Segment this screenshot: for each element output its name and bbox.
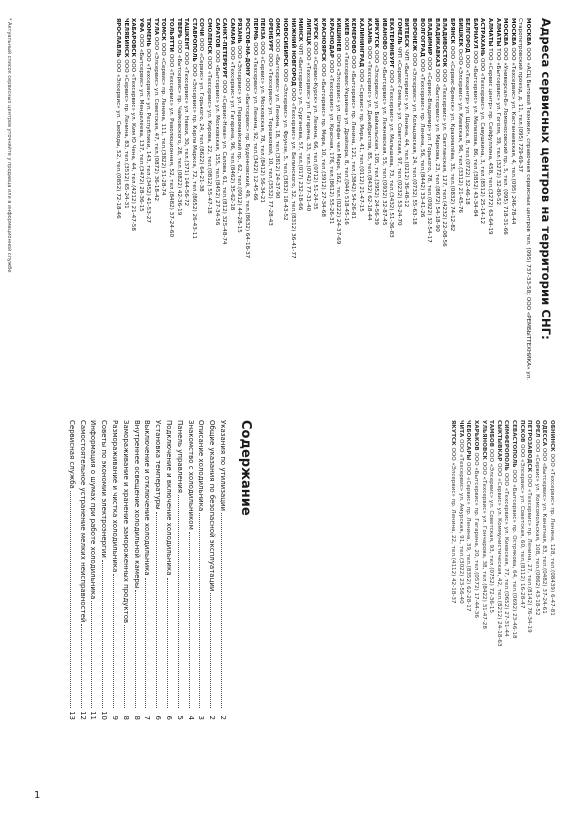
service-center-details: ООО «Элсервис» ул. Байкальская, 105, тел.(3952) 24-56-39 — [373, 48, 380, 225]
service-center-city: СЫКТЫВКАР — [495, 420, 502, 462]
toc-row[interactable] — [174, 420, 185, 720]
service-center-details: ООО «Техсервис» ул. Кастанаевская, 4, тел.(095) 246-78-44 — [509, 45, 516, 225]
toc-row[interactable] — [142, 420, 153, 720]
service-center-entry — [242, 18, 250, 398]
service-center-city: ПЕНЗА — [259, 18, 266, 40]
service-center-city: ЧЕБОКСАРЫ — [465, 420, 472, 461]
toc-page-number: 10 — [100, 711, 109, 720]
service-center-entry — [547, 420, 555, 808]
service-center-city: КИШИНЕВ — [335, 18, 342, 52]
service-center-entry — [189, 18, 197, 398]
service-center-entry — [204, 18, 212, 398]
service-center-city: БАРНАУЛ — [471, 18, 478, 49]
service-center-details: ООО «Бытсервис» пр. Острякова, 64, тел.(0692) 23-46-18 — [511, 467, 518, 639]
service-center-entry — [265, 18, 273, 398]
service-center-entry — [494, 420, 502, 808]
service-center-city: ХАБАРОВСК — [130, 18, 137, 58]
service-center-entry — [273, 18, 281, 398]
service-center-details: ООО «Техсервис» ул. Ким Ю Чена, 44, тел.(4212) 21-47-58 — [130, 57, 137, 231]
toc-label: Описание холодильника — [197, 420, 206, 512]
service-center-entry — [432, 18, 440, 398]
service-center-entry — [449, 420, 457, 808]
service-center-city: ОБНИНСК — [549, 420, 555, 452]
service-center-entry — [464, 420, 472, 808]
service-center-details: ТОО «Бытсервис» ул. Гоголя, 39, тел.(3272) 32-80-52 — [494, 46, 501, 206]
toc-page-number: 7 — [143, 715, 152, 720]
service-center-details: ООО «Техсервис» ул. Гончарова, 38, тел.(8422) 31-47-28 — [480, 459, 487, 629]
service-center-entry — [471, 420, 479, 808]
service-center-entry — [379, 18, 387, 398]
service-center-entry — [136, 18, 144, 398]
toc-page-number: 13 — [67, 711, 76, 720]
toc-leader-dots — [135, 590, 136, 708]
service-center-city: ЧЕЛЯБИНСК — [122, 18, 129, 58]
service-center-entry — [487, 420, 495, 808]
service-center-entry — [227, 18, 235, 398]
service-center-entry — [318, 18, 326, 398]
service-center-entry — [121, 18, 129, 398]
toc-label: Подключение и включение холодильника — [165, 420, 174, 576]
toc-page-number: 8 — [132, 715, 141, 720]
service-center-details: ООО «Техсервис» ул. Терешковой, 10, тел.(3532) 77-28-43 — [266, 51, 273, 226]
service-center-details: ООО «Техсервис» ул. Киевская, 77, тел.(0652) 27-31-44 — [503, 470, 510, 637]
service-center-details: ООО «Бытсервис» пр. Мира, 10, тел.(3912) 27-34-68 — [319, 61, 326, 217]
service-center-details: ООО «Сервис» пр. Ленина, 39, тел.(8352) 62-28-17 — [465, 460, 472, 612]
service-center-details: ООО «Элсервис» ул. Свободы, 52, тел.(0852) 72-18-46 — [114, 57, 121, 219]
toc-page-number: 6 — [165, 715, 174, 720]
service-center-entry — [417, 18, 425, 398]
service-center-entry — [311, 18, 319, 398]
service-center-details: ООО «Сервис» ул. Московская, 78, тел.(8412) 56-34-21 — [259, 39, 266, 203]
service-center-entry — [113, 18, 121, 398]
service-center-city: МОСКВА — [502, 18, 509, 46]
service-center-city: КУРСК — [312, 18, 319, 40]
toc-row[interactable] — [196, 420, 207, 720]
service-center-city: ВОЛГОГРАД — [418, 18, 425, 57]
service-center-city: СОЧИ — [198, 18, 205, 37]
service-center-details: ООО «Элсервис» пр. Ленина, 22, тел.(4112) 42-18-37 — [450, 445, 457, 604]
service-center-details: ООО «Техсервис» ул. Амурская, 91, тел.(3022) 23-56-40 — [457, 437, 464, 604]
service-center-details: ООО «Сервис» ул. Горького, 24, тел.(8622) 64-21-38 — [198, 36, 205, 192]
service-center-entry — [508, 18, 516, 398]
service-center-entry — [167, 18, 175, 398]
toc-row[interactable] — [163, 420, 174, 720]
service-center-details: ООО «Техсервис» пр. Ленина, 27, тел.(8142) 76-34-19 — [526, 472, 533, 633]
service-center-details: ООО «Техцентр» ул. Щорса, 8, тел.(0722) 32-46-18 — [464, 52, 471, 205]
service-center-details: ООО «Бытсервис» пр. Чайковского, 28, тел.(0822) 42-36-19 — [175, 38, 182, 216]
service-center-details: ООО «Бытсервис» ул. Ленина, 18, тел.(3812) 24-37-90 — [274, 37, 281, 199]
toc-page-number: 6 — [154, 715, 163, 720]
service-center-details: ООО «Элсервис» ул. Штефан чел Маре, 162, тел.(0222) 24-37-69 — [335, 51, 342, 245]
service-center-details: ООО «Техсервис» ул. Навои, 30, тел.(371) 144-56-72 — [183, 49, 190, 207]
service-center-city: ТУЛА — [152, 18, 159, 36]
toc-label: Общие указания по безопасной эксплуатации — [208, 420, 217, 592]
toc-row[interactable] — [152, 420, 163, 720]
service-centers-list-continued — [449, 420, 555, 808]
toc-leader-dots — [167, 578, 168, 709]
service-center-city: АЛМАТЫ — [487, 18, 494, 47]
service-center-entry — [456, 420, 464, 808]
service-center-details: ООО «Сервис-Владимир» ул. Горького, 78, тел.(0922) 32-54-17 — [426, 55, 433, 243]
service-center-entry — [540, 420, 548, 808]
service-center-city: ВЛАДИКАВКАЗ — [433, 18, 440, 67]
service-center-details: ООО «Бытсервис» ул. Малахова, 86, тел.(3852) 43-34-84 — [471, 48, 478, 217]
service-center-details: ООО «Сервис-Брянск» ул. Крахмалёва, 35, тел.(0832) 74-12-82 — [449, 44, 456, 232]
service-center-city: ТАШКЕНТ — [183, 18, 190, 50]
toc-label: Панель управления — [175, 420, 184, 493]
table-of-contents — [66, 420, 253, 720]
service-center-details: ООО «Техсервис» ул. Красная, 176, тел.(8612) 55-26-31 — [327, 57, 334, 225]
toc-row[interactable] — [206, 420, 217, 720]
service-center-details: ООО «Бытсервис» ул. Лежневская, 55, тел.(0932) 32-87-45 — [380, 49, 387, 226]
toc-leader-dots — [199, 513, 200, 708]
toc-leader-dots — [102, 560, 103, 708]
service-center-city: ТАМБОВ — [488, 420, 495, 447]
service-center-details: ООО «АСЦ Бытовой Техники», справочная сервисных центров тел. (095) 737-33-58; ООО «РЕМБЫТТЕХНИКА» ул. Старопетровский проезд, д. 11, тел.(095) 729-69-37 — [517, 18, 531, 381]
service-center-city: РОСТОВ-НА-ДОНУ — [244, 18, 251, 77]
toc-page-number: 12 — [78, 711, 87, 720]
toc-label: Выключение и отключение холодильника — [143, 420, 152, 576]
service-center-entry — [502, 420, 510, 808]
service-center-entry — [288, 18, 296, 398]
toc-label: Внутреннее освещение холодильной камеры — [132, 420, 141, 589]
toc-row[interactable] — [120, 420, 131, 720]
service-center-entry — [517, 420, 525, 808]
service-center-city: НОВОСИБИРСК — [282, 18, 288, 67]
toc-leader-dots — [145, 578, 146, 708]
service-centers-continued-column — [449, 420, 555, 808]
service-center-details: ООО «Элсервис» ул. Фрунзе, 5, тел.(3832) 18-43-52 — [282, 66, 288, 221]
service-center-details: ООО «Элсервис» пр. Карла Маркса, 72, тел.(8652) 26-43-11 — [190, 61, 197, 239]
service-center-details: ООО «Сервис» ул. Комсомольская, 108, тел.(0862) 43-18-52 — [533, 437, 540, 616]
service-center-details: ООО «Техсервис» ул. Гагарина, 33, тел.(0742) 77-31-40 — [304, 45, 311, 212]
service-center-city: ВОРОНЕЖ — [411, 18, 418, 52]
service-center-city: АЛМАТЫ — [494, 18, 501, 47]
toc-leader-dots — [221, 513, 222, 708]
toc-page-number: 3 — [197, 715, 206, 720]
service-center-details: ООО «Сервис-Курск» ул. Ленина, 66, тел.(0712) 51-24-35 — [312, 39, 319, 210]
service-center-city: ВИТЕБСК — [403, 18, 410, 48]
service-center-details: ООО «Техсервис» ул. Светланская, 127, тел.(4232) 22-08-56 — [441, 67, 448, 247]
service-center-details: ООО «Техсервис» ул. Кирова, 22, тел.(0812) 55-47-18 — [206, 54, 213, 214]
toc-leader-dots — [124, 625, 125, 708]
toc-page-number: 2 — [208, 715, 217, 720]
service-center-details: ЧУП «Бытсервис» ул. Сурганова, 57, тел.(017) 232-18-66 — [297, 41, 304, 211]
service-center-city: УФА — [137, 18, 144, 33]
toc-row[interactable] — [88, 420, 99, 720]
service-center-details: ООО «Элсервис» ул. Советская, 47, тел.(0872) 36-18-42 — [152, 35, 159, 202]
service-center-details: ООО «Техсервис» ул. Гагарина, 96, тел.(8462) 35-62-18 — [228, 44, 235, 211]
service-center-city: КРАСНОДАР — [327, 18, 334, 58]
service-center-details: ООО «Бытсервис» ул. Московская, 155, тел.(8452) 27-34-56 — [213, 47, 220, 226]
service-center-entry — [197, 18, 205, 398]
service-center-city: ОРЕНБУРГ — [266, 18, 273, 52]
service-center-details: ЧУП «Бытсервис» ул. Ленина, 44, тел.(0212) 36-48-12 — [403, 47, 410, 208]
toc-row[interactable] — [66, 420, 77, 720]
service-center-city: УЛЬЯНОВСК — [480, 420, 487, 460]
toc-leader-dots — [70, 491, 71, 708]
service-center-details: ООО «Сервис» пр. Мира, 41, тел.(0112) 21-47-15 — [357, 67, 364, 212]
service-center-entry — [334, 18, 342, 398]
service-center-details: ООО «Сервис» пр. Ленина, 111, тел.(3822) 51-28-74 — [160, 40, 167, 196]
service-center-city: ТВЕРЬ — [175, 18, 182, 39]
service-center-city: ПСКОВ — [518, 420, 525, 443]
service-center-entry — [402, 18, 410, 398]
service-center-city: БРЯНСК — [449, 18, 456, 45]
service-center-entry — [174, 18, 182, 398]
toc-page-number: 9 — [111, 715, 120, 720]
toc-leader-dots — [113, 574, 114, 708]
service-center-details: ООО «Сервис» ул. Коммунистическая, 42, тел.(8212) 24-18-63 — [495, 461, 502, 647]
service-center-entry — [341, 18, 349, 398]
service-center-details: ООО «Техсервис» ул. Савушкина, 3, тел.(8512) 25-14-12 — [479, 56, 486, 225]
service-centers-title: Адреса сервисных центров на территории СНГ: — [539, 18, 553, 340]
service-center-entry — [296, 18, 304, 398]
service-center-entry — [425, 18, 433, 398]
toc-label: Советы по экономии электроэнергии — [100, 420, 109, 558]
service-center-city: ОДЕССА — [541, 420, 548, 447]
service-center-details: ООО «Техсервис» ул. Республики, 143, тел.(3452) 41-53-27 — [145, 46, 152, 223]
service-center-city: КРАСНОЯРСК — [319, 18, 326, 62]
service-center-city: СИМФЕРОПОЛЬ — [503, 420, 510, 471]
service-center-city: НИЖНИЙ НОВГОРОД — [289, 18, 296, 87]
service-center-city: ЯРОСЛАВЛЬ — [114, 18, 121, 58]
service-center-details: ООО «Бытсервис» ул. Маркова, 23, тел.(8672) 54-18-90 — [433, 66, 440, 232]
service-center-entry — [258, 18, 266, 398]
toc-label: Самостоятельное устранение мелких неисправностей — [78, 420, 87, 623]
service-center-city: КАЗАНЬ — [365, 18, 372, 45]
service-center-details: ООО «Сервис-Нева» ул. Салова, 61, тел.(812) 325-48-74 — [221, 78, 228, 245]
toc-leader-dots — [210, 593, 211, 708]
service-center-entry — [356, 18, 364, 398]
service-center-entry — [129, 18, 137, 398]
service-center-details: ТОО «Сервис центр» пр. Сейфуллина, 458, тел.(3272) 63-64-19 — [487, 46, 494, 235]
toc-label: Установка температуры — [154, 420, 163, 510]
toc-row[interactable] — [185, 420, 196, 720]
toc-label: Информация о шумах при работе холодильника — [89, 420, 98, 600]
toc-page-number: 2 — [219, 715, 227, 720]
service-center-city: БЕЛГОРОД — [464, 18, 471, 53]
toc-label: Сервисная служба — [67, 420, 76, 489]
service-center-entry — [525, 420, 533, 808]
service-center-entry — [303, 18, 311, 398]
service-center-details: ЧУП «Сервис-Гомель» ул. Советская, 97, тел.(0232) 53-24-70 — [395, 44, 402, 226]
service-center-details: ООО «Техсервис» пр. Ленина, 128, тел.(08439) 6-47-81 — [549, 451, 555, 616]
service-center-entry — [485, 18, 493, 398]
service-center-details: ООО «Элсервис» ул. Кольцовская, 24, тел.(0732) 55-63-18 — [411, 51, 418, 225]
toc-leader-dots — [81, 624, 82, 708]
service-center-city: ОМСК — [274, 18, 281, 37]
service-center-city: ЛИПЕЦК — [304, 18, 311, 46]
service-center-entry — [470, 18, 478, 398]
service-center-city: ПЕРМЬ — [251, 18, 258, 41]
service-center-entry — [372, 18, 380, 398]
service-center-entry — [447, 18, 455, 398]
service-center-entry — [280, 18, 288, 398]
service-center-entry — [516, 18, 531, 398]
toc-leader-dots — [178, 495, 179, 708]
service-center-entry — [220, 18, 228, 398]
toc-page-number: 11 — [89, 711, 98, 720]
footnote: * Актуальный список сервисных центров уточняйте у продавца или в информационной службе — [6, 18, 12, 273]
service-center-city: СТАВРОПОЛЬ — [190, 18, 197, 62]
service-center-city: ИРКУТСК — [373, 18, 380, 49]
service-center-entry — [455, 18, 463, 398]
service-center-city: МОСКВА — [525, 18, 531, 46]
toc-label: Замораживание и хранение замороженных продуктов — [121, 420, 130, 624]
service-center-entry — [394, 18, 402, 398]
toc-page-number: 8 — [121, 715, 130, 720]
service-center-city: САНКТ-ПЕТЕРБУРГ — [221, 18, 228, 79]
service-center-details: ООО «Элсервис» ул. Советская, 60, тел.(8112) 16-28-47 — [518, 442, 525, 609]
service-center-details: ООО «Техсервис» ул. Малышева, 73, тел.(3432) 51-36-83 — [388, 68, 395, 238]
service-center-entry — [349, 18, 357, 398]
service-center-city: ТЮМЕНЬ — [145, 18, 152, 47]
service-center-city: СМОЛЕНСК — [206, 18, 213, 55]
toc-list — [66, 420, 228, 720]
toc-label: Указания по утилизации — [219, 420, 227, 512]
service-center-details: ООО «Техсервис-Украина» ул. Драйзера, 8, тел.(044) 518-45-16 — [342, 35, 349, 225]
service-center-details: ООО «Элсервис» ул. Первомайский пр., 62, тел.(0912) 44-28-15 — [236, 43, 243, 233]
service-center-city: МИНСК — [297, 18, 304, 42]
service-center-details: ООО «Бытсервис» ул. Канатная, 83, тел.(0482) 37-24-61 — [541, 446, 548, 614]
service-center-entry — [364, 18, 372, 398]
service-center-city: САМАРА — [228, 18, 235, 45]
service-center-city: ОРЕЛ — [533, 420, 540, 438]
service-center-details: ООО «Бытсервис» ул. Менделеева, 137, тел.(3472) 28-36-15 — [137, 32, 144, 212]
toc-row[interactable] — [109, 420, 120, 720]
service-center-entry — [144, 18, 152, 398]
service-center-city: СЕВАСТОПОЛЬ — [511, 420, 518, 468]
service-center-city: РЯЗАНЬ — [236, 18, 243, 44]
page-mark: 1 — [34, 790, 41, 801]
service-center-entry — [151, 18, 159, 398]
service-center-details: ООО «Универсал-Б» Ломоносовский пр., 5, тел. (095) 718-31-66 — [502, 45, 509, 235]
service-center-city: ВЛАДИВОСТОК — [441, 18, 448, 68]
service-center-details: ООО «Техсервис» ул. Белинского, 32, тел.(8312) 36-41-77 — [289, 86, 296, 259]
service-centers-column — [113, 18, 555, 398]
service-center-details: ООО «Сервис» пр. Ленина, 83, тел.(3512) 65-24-31 — [122, 57, 129, 209]
service-center-city: КАЛИНИНГРАД — [357, 18, 364, 68]
service-center-details: ООО «Техсервис» пр. Ленина, 56, тел.(8442) 33-41-26 — [418, 56, 425, 218]
service-center-details: ОсОО «Элсервис» ул. Киевская, 96, тел.(3312) 21-45-76 — [456, 46, 463, 213]
service-center-city: АСТРАХАНЬ — [479, 18, 486, 57]
toc-row[interactable] — [217, 420, 228, 720]
service-center-entry — [159, 18, 167, 398]
service-center-city: ТОМСК — [160, 18, 167, 41]
service-center-city: МОСКВА — [509, 18, 516, 46]
toc-leader-dots — [156, 512, 157, 708]
service-center-entry — [410, 18, 418, 398]
service-center-entry — [478, 18, 486, 398]
service-center-entry — [182, 18, 190, 398]
toc-row[interactable] — [77, 420, 88, 720]
service-center-entry — [440, 18, 448, 398]
service-center-entry — [493, 18, 501, 398]
service-center-details: ООО «Техсервис» ул. Революционная, 52, тел.(8482) 37-24-60 — [168, 52, 175, 238]
toc-label: Размораживание и чистка холодильника — [111, 420, 120, 573]
service-center-city: ЕКАТЕРИНБУРГ — [388, 18, 395, 69]
service-center-entry — [509, 420, 517, 808]
toc-page-number: 5 — [175, 715, 184, 720]
service-center-city: ВЛАДИМИР — [426, 18, 433, 56]
service-center-city: БИШКЕК — [456, 18, 463, 47]
service-center-details: ООО «Бытсервис» пр. Ленина, 121, тел.(3842) 54-26-81 — [350, 53, 357, 220]
toc-leader-dots — [189, 532, 190, 708]
service-center-city: КИЕВ — [342, 18, 349, 36]
service-center-entry — [501, 18, 509, 398]
service-center-city: ИВАНОВО — [380, 18, 387, 50]
service-center-city: ЯКУТСК — [450, 420, 457, 446]
service-center-city: ХАРЬКОВ — [473, 420, 480, 451]
service-center-city: ТОЛЬЯТТИ — [168, 18, 175, 53]
service-center-details: ООО «Элсервис» ул. Советская, 93, тел.(0752) 72-36-15 — [488, 447, 495, 614]
service-center-city: ГОМЕЛЬ — [395, 18, 402, 45]
service-center-city: КЕМЕРОВО — [350, 18, 357, 54]
service-center-details: ООО «Техсервис» ул. Декабристов, 85, тел.(8432) 62-18-44 — [365, 44, 372, 221]
service-center-city: ЧИТА — [457, 420, 464, 438]
toc-row[interactable] — [98, 420, 109, 720]
service-center-details: ООО «Бытсервис» пр. Гагарина, 20, тел.(0572) 17-44-36 — [473, 450, 480, 618]
service-center-entry — [532, 420, 540, 808]
service-center-details: ООО «Бытсервис» пр. Буденновский, 49, тел.(8632) 64-18-37 — [244, 76, 251, 259]
service-center-entry — [235, 18, 243, 398]
service-centers-list — [113, 18, 531, 398]
toc-title: Содержание — [238, 420, 253, 516]
toc-leader-dots — [91, 601, 92, 708]
service-center-entry — [479, 420, 487, 808]
service-center-details: ООО «Техсервис» ул. Ленина, 92, тел.(3422) 12-45-66 — [251, 40, 258, 201]
toc-row[interactable] — [131, 420, 142, 720]
service-center-entry — [212, 18, 220, 398]
toc-page-number: 4 — [186, 715, 195, 720]
service-center-entry — [250, 18, 258, 398]
toc-label: Знакомство с холодильником — [186, 420, 195, 530]
service-center-city: САРАТОВ — [213, 18, 220, 48]
service-center-entry — [463, 18, 471, 398]
service-center-city: ПЕТРОЗАВОДСК — [526, 420, 533, 473]
service-center-entry — [326, 18, 334, 398]
service-center-entry — [387, 18, 395, 398]
